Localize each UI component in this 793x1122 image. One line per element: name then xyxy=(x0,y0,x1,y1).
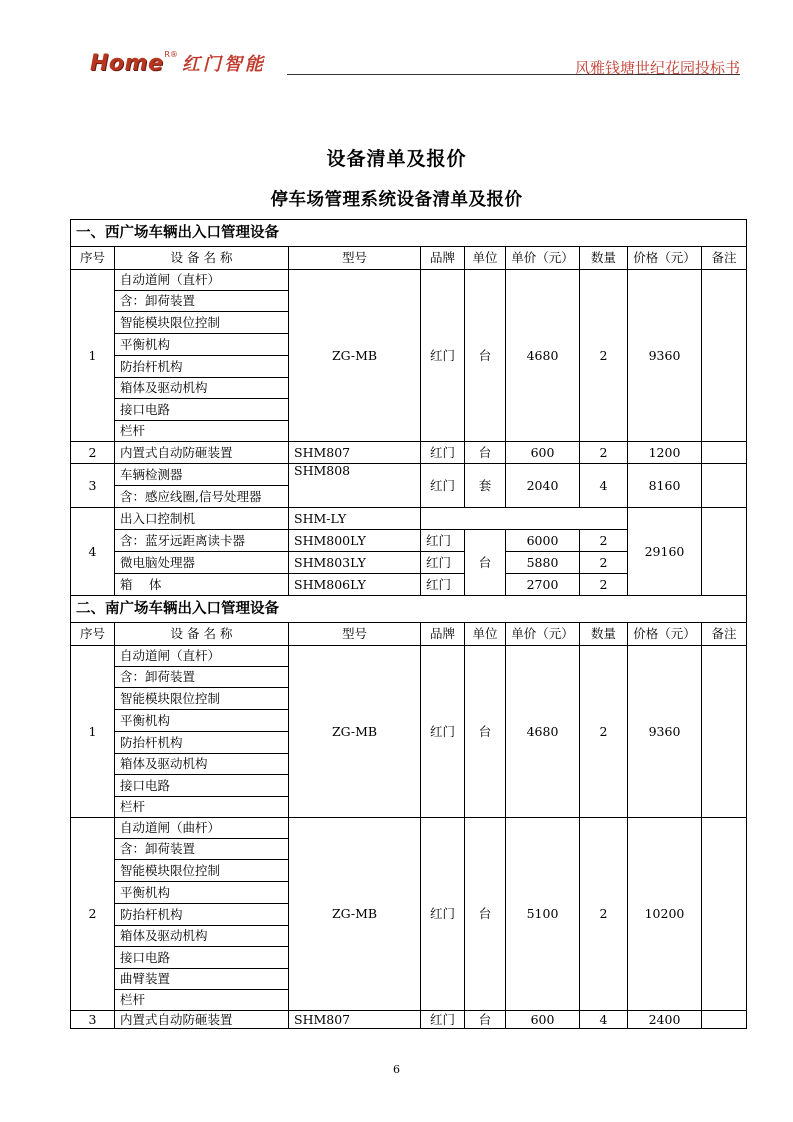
sub-title: 停车场管理系统设备清单及报价 xyxy=(270,190,523,210)
item-remark xyxy=(702,464,747,508)
item-name: 接口电路 xyxy=(115,399,289,421)
item-model: ZG-MB xyxy=(289,818,421,1011)
item-name: 含：卸荷装置 xyxy=(115,291,289,312)
document-title: 风雅钱塘世纪花园投标书 xyxy=(574,59,740,77)
col-no: 序号 xyxy=(71,623,115,646)
item-name: 智能模块限位控制 xyxy=(115,860,289,882)
item-brand: 红门 xyxy=(421,1011,465,1029)
table-row xyxy=(71,270,747,291)
item-name: 自动道闸（曲杆） xyxy=(115,818,289,839)
col-name: 设 备 名 称 xyxy=(115,623,289,646)
item-unit-price: 600 xyxy=(506,1011,580,1029)
table-row xyxy=(71,508,747,530)
item-unit-price: 4680 xyxy=(506,270,580,442)
item-brand: 红门 xyxy=(421,646,465,818)
item-price: 8160 xyxy=(628,464,702,508)
col-unit-price: 单价（元） xyxy=(506,247,580,270)
item-no: 3 xyxy=(71,464,115,508)
section-title: 一、西广场车辆出入口管理设备 xyxy=(71,220,747,247)
col-no: 序号 xyxy=(71,247,115,270)
item-blank xyxy=(421,508,628,530)
item-unit: 台 xyxy=(465,530,506,596)
item-no: 2 xyxy=(71,442,115,464)
item-price: 2400 xyxy=(628,1011,702,1029)
item-qty: 2 xyxy=(580,574,628,596)
item-brand: 红门 xyxy=(421,464,465,508)
item-name: 曲臂装置 xyxy=(115,969,289,990)
item-name: 栏杆 xyxy=(115,421,289,442)
item-model: ZG-MB xyxy=(289,270,421,442)
item-price: 1200 xyxy=(628,442,702,464)
col-price: 价格（元） xyxy=(628,623,702,646)
item-model: SHM803LY xyxy=(289,552,421,574)
item-name: 箱体及驱动机构 xyxy=(115,754,289,775)
item-no: 1 xyxy=(71,270,115,442)
item-model: SHM806LY xyxy=(289,574,421,596)
item-name: 自动道闸（直杆） xyxy=(115,646,289,667)
item-unit-price: 4680 xyxy=(506,646,580,818)
item-no: 2 xyxy=(71,818,115,1011)
col-unit-price: 单价（元） xyxy=(506,623,580,646)
item-model: SHM808 xyxy=(289,464,421,508)
col-brand: 品牌 xyxy=(421,623,465,646)
item-name: 栏杆 xyxy=(115,797,289,818)
item-name: 防抬杆机构 xyxy=(115,732,289,754)
table-row xyxy=(71,818,747,839)
logo-home-text: Home xyxy=(90,51,164,76)
item-name: 接口电路 xyxy=(115,775,289,797)
item-remark xyxy=(702,1011,747,1029)
item-unit-price: 5880 xyxy=(506,552,580,574)
table-row xyxy=(71,464,747,486)
item-model: SHM807 xyxy=(289,442,421,464)
item-remark xyxy=(702,270,747,442)
item-unit: 台 xyxy=(465,818,506,1011)
item-unit: 套 xyxy=(465,464,506,508)
item-brand: 红门 xyxy=(421,552,465,574)
item-qty: 2 xyxy=(580,270,628,442)
item-qty: 2 xyxy=(580,530,628,552)
section-title: 二、南广场车辆出入口管理设备 xyxy=(71,596,747,623)
item-model: ZG-MB xyxy=(289,646,421,818)
item-model: SHM800LY xyxy=(289,530,421,552)
item-remark xyxy=(702,442,747,464)
item-name: 内置式自动防砸装置 xyxy=(115,1011,289,1029)
section-header xyxy=(71,220,747,247)
item-name: 平衡机构 xyxy=(115,334,289,356)
item-qty: 2 xyxy=(580,552,628,574)
item-name: 智能模块限位控制 xyxy=(115,312,289,334)
col-qty: 数量 xyxy=(580,247,628,270)
item-name: 出入口控制机 xyxy=(115,508,289,530)
item-unit-price: 6000 xyxy=(506,530,580,552)
item-unit: 台 xyxy=(465,646,506,818)
item-remark xyxy=(702,818,747,1011)
item-unit-price: 2040 xyxy=(506,464,580,508)
item-model: SHM-LY xyxy=(289,508,421,530)
item-remark xyxy=(702,508,747,596)
col-name: 设 备 名 称 xyxy=(115,247,289,270)
item-qty: 4 xyxy=(580,1011,628,1029)
item-brand: 红门 xyxy=(421,530,465,552)
item-qty: 2 xyxy=(580,442,628,464)
item-name: 箱体及驱动机构 xyxy=(115,926,289,947)
item-name: 防抬杆机构 xyxy=(115,904,289,926)
col-model: 型号 xyxy=(289,623,421,646)
item-no: 3 xyxy=(71,1011,115,1029)
item-name: 自动道闸（直杆） xyxy=(115,270,289,291)
col-unit: 单位 xyxy=(465,247,506,270)
item-brand: 红门 xyxy=(421,574,465,596)
item-name: 微电脑处理器 xyxy=(115,552,289,574)
item-name: 智能模块限位控制 xyxy=(115,688,289,710)
table-row xyxy=(71,1011,747,1029)
item-price: 10200 xyxy=(628,818,702,1011)
item-name: 内置式自动防砸装置 xyxy=(115,442,289,464)
item-brand: 红门 xyxy=(421,818,465,1011)
item-brand: 红门 xyxy=(421,270,465,442)
page-number: 6 xyxy=(393,1063,400,1076)
col-brand: 品牌 xyxy=(421,247,465,270)
column-header-row xyxy=(71,247,747,270)
page-header xyxy=(90,44,740,80)
column-header-row xyxy=(71,623,747,646)
item-price: 29160 xyxy=(628,508,702,596)
item-name: 防抬杆机构 xyxy=(115,356,289,378)
item-no: 4 xyxy=(71,508,115,596)
col-remark: 备注 xyxy=(702,247,747,270)
item-model: SHM807 xyxy=(289,1011,421,1029)
item-qty: 2 xyxy=(580,818,628,1011)
item-name: 平衡机构 xyxy=(115,882,289,904)
col-unit: 单位 xyxy=(465,623,506,646)
company-logo xyxy=(90,50,266,78)
item-unit: 台 xyxy=(465,270,506,442)
logo-registered-mark: R® xyxy=(164,50,178,59)
item-name: 平衡机构 xyxy=(115,710,289,732)
item-brand: 红门 xyxy=(421,442,465,464)
col-price: 价格（元） xyxy=(628,247,702,270)
item-unit-price: 600 xyxy=(506,442,580,464)
item-name: 接口电路 xyxy=(115,947,289,969)
col-qty: 数量 xyxy=(580,623,628,646)
item-no: 1 xyxy=(71,646,115,818)
item-name: 含：蓝牙远距离读卡器 xyxy=(115,530,289,552)
table-row xyxy=(71,442,747,464)
item-name: 含：卸荷装置 xyxy=(115,667,289,688)
equipment-table xyxy=(70,219,747,1029)
table-row xyxy=(71,646,747,667)
item-name: 车辆检测器 xyxy=(115,464,289,486)
item-name: 箱体及驱动机构 xyxy=(115,378,289,399)
item-name: 箱 体 xyxy=(115,574,289,596)
item-unit-price: 2700 xyxy=(506,574,580,596)
item-qty: 4 xyxy=(580,464,628,508)
item-name: 含：感应线圈,信号处理器 xyxy=(115,486,289,508)
item-name: 栏杆 xyxy=(115,990,289,1011)
main-title: 设备清单及报价 xyxy=(326,148,467,170)
logo-company-name: 红门智能 xyxy=(181,54,266,75)
item-price: 9360 xyxy=(628,646,702,818)
col-model: 型号 xyxy=(289,247,421,270)
item-unit: 台 xyxy=(465,442,506,464)
section-header xyxy=(71,596,747,623)
col-remark: 备注 xyxy=(702,623,747,646)
item-remark xyxy=(702,646,747,818)
item-qty: 2 xyxy=(580,646,628,818)
item-price: 9360 xyxy=(628,270,702,442)
item-name: 含：卸荷装置 xyxy=(115,839,289,860)
item-unit: 台 xyxy=(465,1011,506,1029)
item-unit-price: 5100 xyxy=(506,818,580,1011)
